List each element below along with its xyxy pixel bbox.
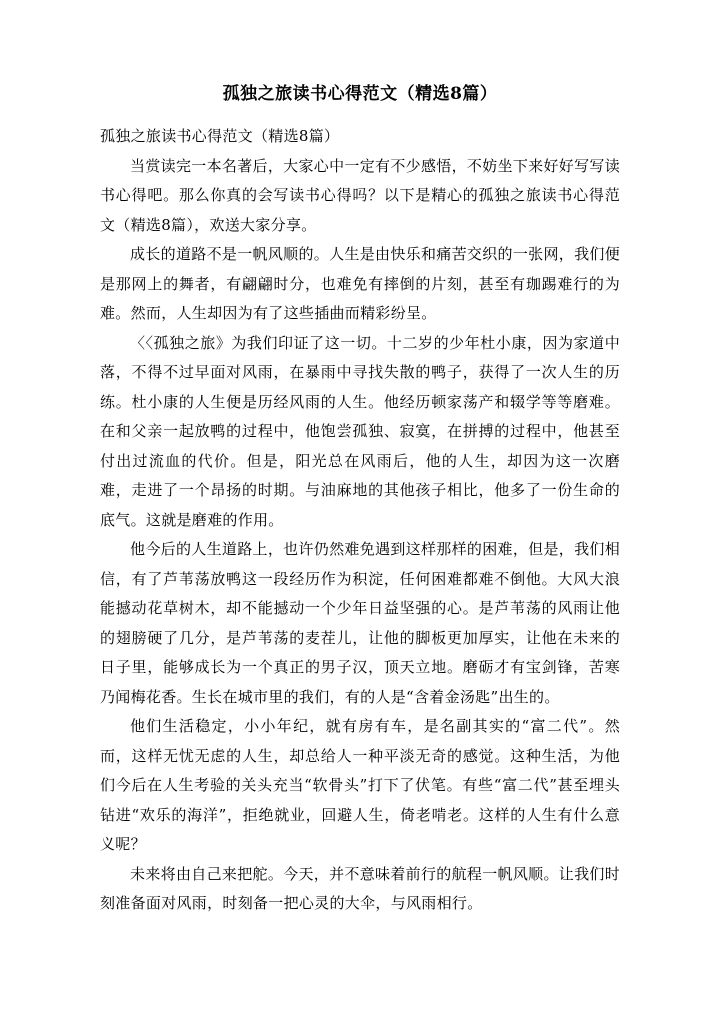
document-title: 孤独之旅读书心得范文（精选8篇）	[222, 84, 498, 104]
paragraph-growth: 成长的道路不是一帆风顺的。人生是由快乐和痛苦交织的一张网，我们便是那网上的舞者，有翩翩时分，也难免有摔倒的片刻，甚至有珈踢难行的为难。然而，人生却因为有了这些插曲而精彩纷呈。	[100, 245, 620, 322]
paragraph-intro: 当赏读完一本名著后，大家心中一定有不少感悟，不妨坐下来好好写写读书心得吧。那么你真的会写读书心得吗？以下是精心的孤独之旅读书心得范文（精选8篇），欢送大家分享。	[100, 156, 620, 234]
paragraph-rich-second-generation: 他们生活稳定，小小年纪，就有房有车，是名副其实的“富二代”。然而，这样无忧无虑的人生，却总给人一种平淡无奇的感觉。这种生活，为他们今后在人生考验的关头充当“软骨头”打下了伏笔。有些“富二代”甚至埋头钻进“欢乐的海洋”，拒绝就业，回避人生，倚老啃老。这样的人生有什么意义呢？	[100, 717, 620, 853]
paragraph-conclusion: 未来将由自己来把舵。今天，并不意味着前行的航程一帆风顺。让我们时刻准备面对风雨，时刻备一把心灵的大伞，与风雨相行。	[100, 864, 620, 912]
paragraph-dukang-story: 〈〈孤独之旅》为我们印证了这一切。十二岁的少年杜小康，因为家道中落，不得不过早面对风雨，在暴雨中寻找失散的鸭子，获得了一次人生的历练。杜小康的人生便是历经风雨的人生。他经历顿家荡产和辍学等等磨难。在和父亲一起放鸭的过程中，他饱尝孤独、寂寞，在拼搏的过程中，他甚至付出过流血的代价。但是，阳光总在风雨后，他的人生，却因为这一次磨难，走进了一个昂扬的时期。与油麻地的其他孩子相比，他多了一份生命的底气。这就是磨难的作用。	[100, 333, 620, 529]
paragraph-heading-line: 孤独之旅读书心得范文（精选8篇）	[100, 127, 340, 145]
paragraph-future-road: 他今后的人生道路上，也许仍然难免遇到这样那样的困难，但是，我们相信，有了芦苇荡放鸭这一段经历作为积淀，任何困难都难不倒他。大风大浪能撼动花草树木，却不能撼动一个少年日益坚强的心。是芦苇荡的风雨让他的翅膀硬了几分，是芦苇荡的麦茬儿，让他的脚板更加厚实，让他在未来的日子里，能够成长为一个真正的男子汉，顶天立地。磨砺才有宝剑锋，苦寒乃闻梅花香。生长在城市里的我们，有的人是“含着金汤匙”出生的。	[100, 540, 620, 706]
document-content	[100, 82, 620, 919]
